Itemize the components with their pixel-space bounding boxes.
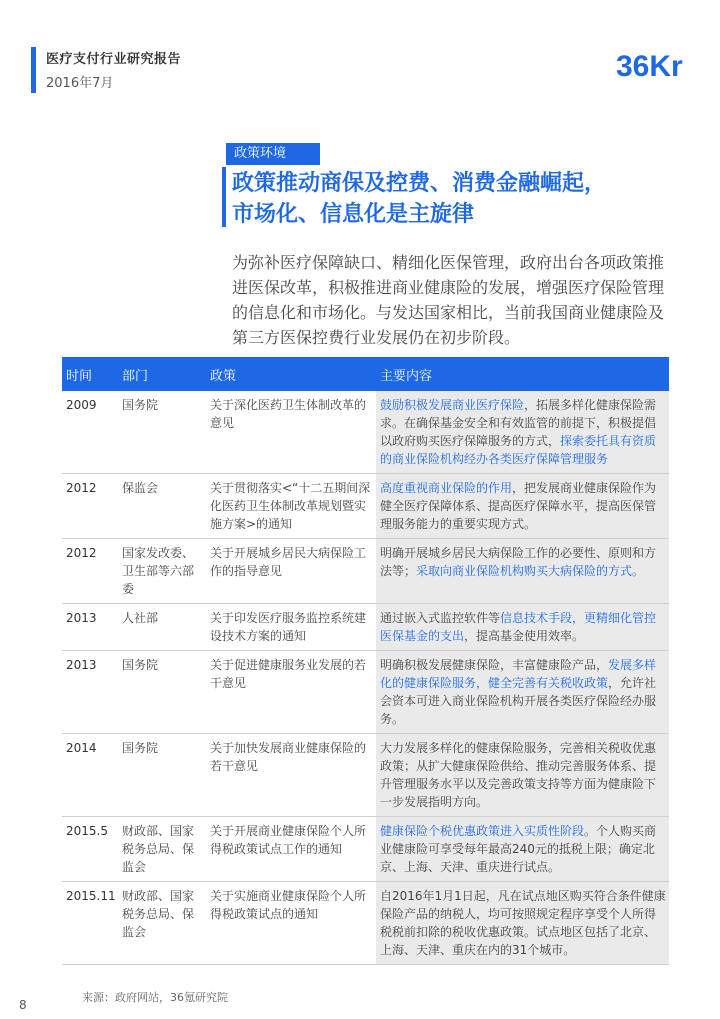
content-highlight: 高度重视商业保险的作用 <box>380 481 513 495</box>
header-time: 时间 <box>62 357 118 391</box>
section-title <box>232 168 606 230</box>
row-policy: 关于深化医药卫生体制改革的意见 <box>206 391 376 474</box>
row-content <box>376 604 669 651</box>
row-dept: 国务院 <box>118 651 206 734</box>
table-row <box>62 882 669 965</box>
row-policy: 关于促进健康服务业发展的若干意见 <box>206 651 376 734</box>
content-highlight: 健康保险个税优惠政策进入实质性阶段 <box>380 824 585 838</box>
content-highlight: 发展多样化的健康保险服务，健全完善有关税收政策 <box>380 658 657 690</box>
content-text: 。个人购买商业健康险可享受每年最高240元的抵税上限；确定北京、上海、天津、重庆进行试点。 <box>380 824 657 874</box>
row-policy: 关于贯彻落实<“十二五期间深化医药卫生体制改革规划暨实施方案>的通知 <box>206 474 376 539</box>
table-body <box>62 391 669 965</box>
row-year: 2013 <box>62 604 118 651</box>
content-highlight: 探索委托具有资质的商业保险机构经办各类医疗保障管理服务 <box>380 434 657 466</box>
row-content <box>376 391 669 474</box>
header-content: 主要内容 <box>376 357 669 391</box>
table-row <box>62 651 669 734</box>
row-content <box>376 651 669 734</box>
header-policy: 政策 <box>206 357 376 391</box>
row-year: 2012 <box>62 474 118 539</box>
content-highlight: 采取向商业保险机构购买大病保险的方式。 <box>416 564 645 578</box>
policy-table <box>62 357 669 965</box>
row-policy: 关于实施商业健康保险个人所得税政策试点的通知 <box>206 882 376 965</box>
content-highlight: 信息技术手段，更精细化管控医保基金的支出 <box>380 611 657 643</box>
table-row <box>62 391 669 474</box>
row-content <box>376 882 669 965</box>
table-header-row <box>62 357 669 391</box>
content-text: ，允许社会资本可进入商业保险机构开展各类医疗保险经办服务。 <box>380 676 657 726</box>
section-title-line1: 政策推动商保及控费、消费金融崛起， <box>232 171 607 196</box>
row-content <box>376 734 669 817</box>
logo-text: 36Kr <box>616 50 683 83</box>
36kr-logo <box>614 44 694 84</box>
row-dept: 国家发改委、卫生部等六部委 <box>118 539 206 604</box>
row-content <box>376 474 669 539</box>
content-text: 通过嵌入式监控软件等 <box>380 611 501 625</box>
section-accent-bar <box>222 167 226 227</box>
row-dept: 国务院 <box>118 391 206 474</box>
page-number: 8 <box>19 998 27 1012</box>
report-date: 2016年7月 <box>46 76 114 91</box>
row-policy: 关于开展商业健康保险个人所得税政策试点工作的通知 <box>206 817 376 882</box>
row-year: 2009 <box>62 391 118 474</box>
content-text: 明确积极发展健康保险，丰富健康险产品， <box>380 658 609 672</box>
row-year: 2012 <box>62 539 118 604</box>
report-title: 医疗支付行业研究报告 <box>46 52 182 67</box>
intro-paragraph: 为弥补医疗保障缺口、精细化医保管理，政府出台各项政策推进医保改革，积极推进商业健康险的发展，增强医疗保险管理的信息化和市场化。与发达国家相比，当前我国商业健康险及第三方医保控费行业发展仍在初步阶段。 <box>232 253 665 347</box>
content-highlight: 鼓励积极发展商业医疗保险 <box>380 398 525 412</box>
row-dept: 保监会 <box>118 474 206 539</box>
section-title-line2: 市场化、信息化是主旋律 <box>232 202 475 227</box>
header-accent-bar <box>31 47 36 93</box>
row-content <box>376 539 669 604</box>
row-policy: 关于加快发展商业健康保险的若干意见 <box>206 734 376 817</box>
content-text: 明确开展城乡居民大病保险工作的必要性、原则和方法等； <box>380 546 657 578</box>
content-text: ，提高基金使用效率。 <box>464 629 585 643</box>
source-note: 来源：政府网站，36氪研究院 <box>82 991 228 1004</box>
content-text: 大力发展多样化的健康保险服务，完善相关税收优惠政策；从扩大健康保险供给、推动完善服务体系、提升管理服务水平以及完善政策支持等方面为健康险下一步发展指明方向。 <box>380 741 657 809</box>
row-dept: 财政部、国家税务总局、保监会 <box>118 882 206 965</box>
content-text: 自2016年1月1日起，凡在试点地区购买符合条件健康保险产品的纳税人，均可按照规定程序享受个人所得税税前扣除的税收优惠政策。试点地区包括了北京、上海、天津、重庆在内的31个城市。 <box>380 889 666 957</box>
row-dept: 财政部、国家税务总局、保监会 <box>118 817 206 882</box>
table-row <box>62 817 669 882</box>
row-policy: 关于印发医疗服务监控系统建设技术方案的通知 <box>206 604 376 651</box>
content-text: ，把发展商业健康保险作为健全医疗保障体系、提高医疗保障水平，提高医保管理服务能力的重要实现方式。 <box>380 481 657 531</box>
row-year: 2015.5 <box>62 817 118 882</box>
section-tag: 政策环境 <box>226 143 320 165</box>
table-row <box>62 604 669 651</box>
header-dept: 部门 <box>118 357 206 391</box>
row-year: 2013 <box>62 651 118 734</box>
row-content <box>376 817 669 882</box>
table-row <box>62 474 669 539</box>
table-row <box>62 734 669 817</box>
row-dept: 国务院 <box>118 734 206 817</box>
row-year: 2015.11 <box>62 882 118 965</box>
row-dept: 人社部 <box>118 604 206 651</box>
table-row <box>62 539 669 604</box>
row-policy: 关于开展城乡居民大病保险工作的指导意见 <box>206 539 376 604</box>
row-year: 2014 <box>62 734 118 817</box>
content-text: ，拓展多样化健康保险需求。在确保基金安全和有效监管的前提下，积极提倡以政府购买医疗保障服务的方式， <box>380 398 657 448</box>
